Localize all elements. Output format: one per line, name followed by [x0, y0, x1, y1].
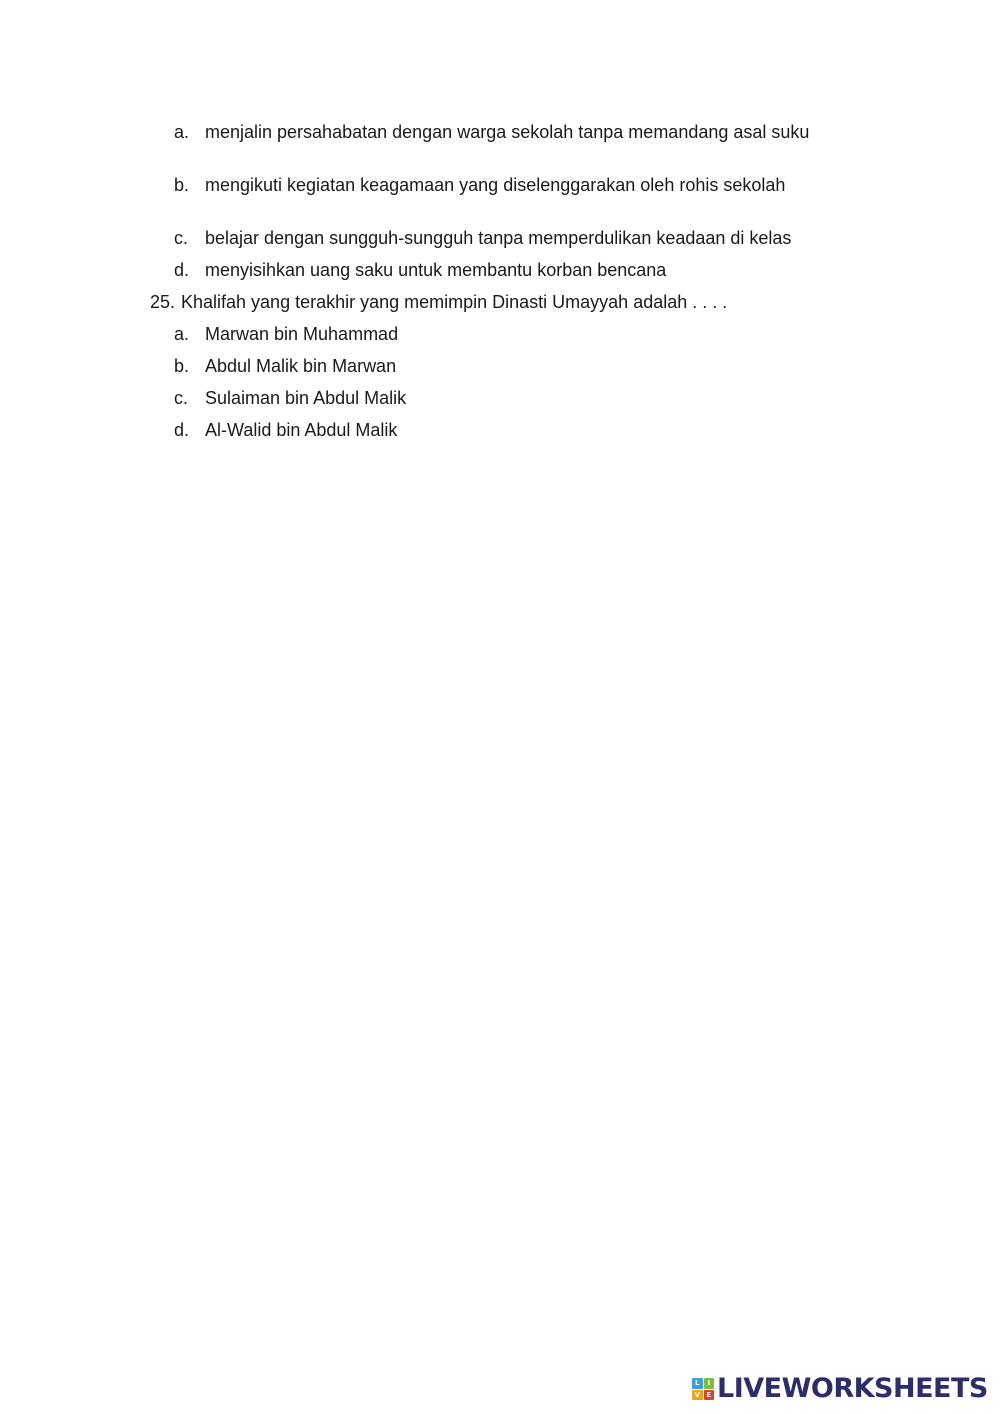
option-letter: d.: [174, 420, 190, 440]
option-text: Sulaiman bin Abdul Malik: [205, 388, 407, 408]
option-letter: a.: [174, 122, 190, 142]
option-letter: a.: [174, 324, 190, 344]
question-text: Khalifah yang terakhir yang memimpin Dinasti Umayyah adalah . . . .: [181, 292, 728, 312]
option-text: menjalin persahabatan dengan warga sekolah tanpa memandang asal suku: [205, 122, 810, 142]
option-letter: c.: [174, 228, 189, 248]
liveworksheets-logo-icon: [692, 1378, 714, 1400]
option-letter: d.: [174, 260, 190, 280]
logo-letter-l: L: [692, 1378, 703, 1389]
logo-letter-v: V: [692, 1390, 703, 1401]
question-number: 25.: [150, 292, 176, 312]
logo-letter-e: E: [704, 1390, 715, 1401]
option-text: belajar dengan sungguh-sungguh tanpa memperdulikan keadaan di kelas: [205, 228, 792, 248]
logo-letter-i: I: [704, 1378, 715, 1389]
option-letter: b.: [174, 175, 190, 195]
option-text: Marwan bin Muhammad: [205, 324, 399, 344]
option-text: mengikuti kegiatan keagamaan yang diselenggarakan oleh rohis sekolah: [205, 175, 786, 195]
option-letter: b.: [174, 356, 190, 376]
option-text: menyisihkan uang saku untuk membantu korban bencana: [205, 260, 667, 280]
option-text: Al-Walid bin Abdul Malik: [205, 420, 398, 440]
option-text: Abdul Malik bin Marwan: [205, 356, 397, 376]
option-letter: c.: [174, 388, 189, 408]
liveworksheets-brand: [692, 1374, 988, 1404]
brand-name: LIVEWORKSHEETS: [717, 1373, 988, 1404]
